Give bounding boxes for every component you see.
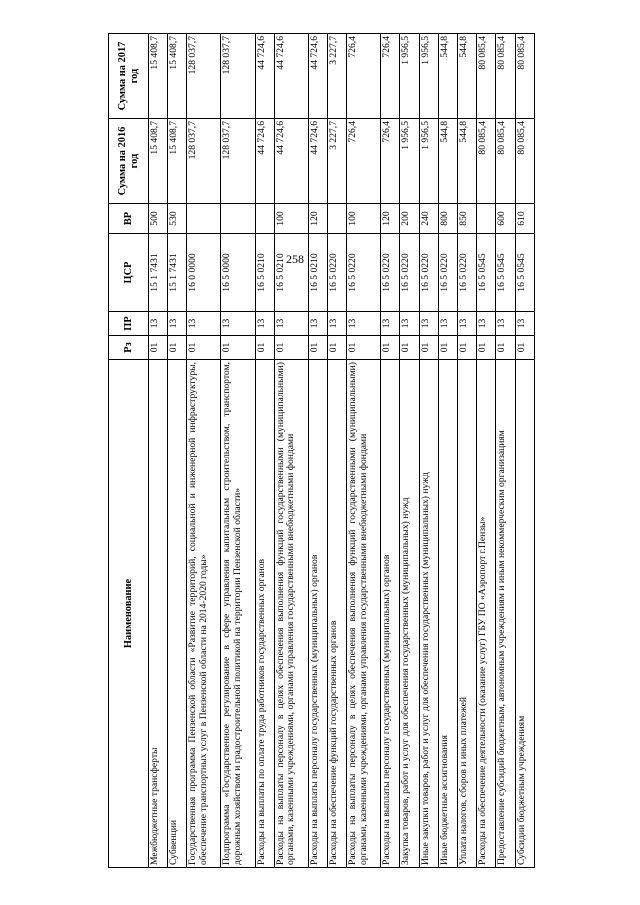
row-rz: 01 [221,336,255,360]
row-vr [221,204,255,234]
row-vr: 200 [400,204,419,234]
column-header-rz: Рз [109,336,149,360]
row-amount-2016: 1 956,5 [419,119,438,204]
table-row [149,34,168,868]
row-name: Субвенции [168,360,187,868]
row-csr: 16 5 0220 [400,234,419,312]
row-csr: 16 5 0220 [458,234,477,312]
row-amount-2017: 726,4 [381,34,400,119]
row-amount-2017: 15 408,7 [168,34,187,119]
column-header-2017: Сумма на 2017 год [109,34,149,119]
row-amount-2016: 15 408,7 [168,119,187,204]
row-vr: 500 [149,204,168,234]
row-rz: 01 [496,336,515,360]
row-amount-2017: 80 085,4 [515,34,534,119]
row-pr: 13 [274,312,308,336]
row-csr: 16 5 0220 [381,234,400,312]
row-vr: 800 [438,204,457,234]
row-amount-2017: 1 956,5 [419,34,438,119]
row-vr [477,204,496,234]
row-vr: 600 [496,204,515,234]
row-amount-2016: 3 227,7 [327,119,346,204]
row-csr: 16 5 0210 [308,234,327,312]
table-row [515,34,534,868]
row-name: Иные закупки товаров, работ и услуг для обеспечения государственных (муниципальных) нужд [419,360,438,868]
row-amount-2017: 544,8 [438,34,457,119]
row-csr: 16 5 0220 [438,234,457,312]
row-rz: 01 [168,336,187,360]
page-number: 258 [286,252,304,266]
row-name: Расходы на выплаты персоналу государственных (муниципальных) органов [308,360,327,868]
column-header-2016: Сумма на 2016 год [109,119,149,204]
row-amount-2016: 726,4 [347,119,381,204]
row-vr: 240 [419,204,438,234]
column-header-vr: ВР [109,204,149,234]
row-amount-2017: 128 037,7 [221,34,255,119]
row-rz: 01 [515,336,534,360]
row-amount-2016: 544,8 [458,119,477,204]
row-vr: 530 [168,204,187,234]
row-rz: 01 [419,336,438,360]
row-amount-2017: 80 085,4 [477,34,496,119]
row-amount-2016: 1 956,5 [400,119,419,204]
row-vr [187,204,221,234]
row-vr [255,204,274,234]
table-row [381,34,400,868]
column-header-csr: ЦСР [109,234,149,312]
table-row [477,34,496,868]
table-row [347,34,381,868]
row-amount-2017: 3 227,7 [327,34,346,119]
row-amount-2016: 44 724,6 [308,119,327,204]
row-csr: 15 1 7431 [168,234,187,312]
row-vr: 610 [515,204,534,234]
row-pr: 13 [347,312,381,336]
row-amount-2016: 44 724,6 [274,119,308,204]
row-rz: 01 [477,336,496,360]
table-row [458,34,477,868]
row-pr: 13 [187,312,221,336]
row-pr: 13 [308,312,327,336]
table-row [274,34,308,868]
row-amount-2016: 544,8 [438,119,457,204]
row-rz: 01 [400,336,419,360]
row-rz: 01 [149,336,168,360]
row-name: Расходы на обеспечение деятельности (оказание услуг) ГБУ ПО «Аэропорт г.Пензы» [477,360,496,868]
row-csr: 16 0 0000 [187,234,221,312]
row-amount-2016: 80 085,4 [477,119,496,204]
row-rz: 01 [255,336,274,360]
row-csr: 16 5 0210 [255,234,274,312]
row-name: Иные бюджетные ассигнования [438,360,457,868]
row-amount-2017: 44 724,6 [274,34,308,119]
table-row [327,34,346,868]
row-vr: 100 [347,204,381,234]
row-csr: 16 5 0000 [221,234,255,312]
row-csr: 16 5 0545 [496,234,515,312]
row-csr: 16 5 0220 [347,234,381,312]
column-header-name: Наименование [109,360,149,868]
row-amount-2017: 128 037,7 [187,34,221,119]
row-name: Закупка товаров, работ и услуг для обеспечения государственных (муниципальных) нужд [400,360,419,868]
row-amount-2017: 44 724,6 [308,34,327,119]
row-amount-2016: 80 085,4 [496,119,515,204]
row-vr: 120 [308,204,327,234]
row-rz: 01 [458,336,477,360]
row-pr: 13 [255,312,274,336]
row-pr: 13 [419,312,438,336]
row-name: Уплата налогов, сборов и иных платежей [458,360,477,868]
row-name: Расходы на выплаты по оплате труда работников государственных органов [255,360,274,868]
row-pr: 13 [458,312,477,336]
row-csr: 16 5 0545 [477,234,496,312]
row-csr: 16 5 0545 [515,234,534,312]
row-csr: 15 1 7431 [149,234,168,312]
table-row [221,34,255,868]
row-vr [327,204,346,234]
row-amount-2016: 726,4 [381,119,400,204]
row-name: Расходы на выплаты персоналу в целях обеспечения выполнения функций государственными (муниципальными) органами, казенными учреждениями, органами управления государственными внебюджетными фондами [347,360,381,868]
row-rz: 01 [274,336,308,360]
row-amount-2017: 544,8 [458,34,477,119]
table-row [308,34,327,868]
table-row [438,34,457,868]
row-amount-2016: 44 724,6 [255,119,274,204]
row-pr: 13 [438,312,457,336]
table-row [419,34,438,868]
row-name: Государственная программа Пензенской области «Развитие территорий, социальной и инженерной инфраструктуры, обеспечение транспортных услуг в Пензенской области на 2014-2020 годы» [187,360,221,868]
row-rz: 01 [187,336,221,360]
row-vr: 120 [381,204,400,234]
row-csr: 16 5 0220 [327,234,346,312]
row-amount-2016: 15 408,7 [149,119,168,204]
row-pr: 13 [400,312,419,336]
row-rz: 01 [327,336,346,360]
row-name: Предоставление субсидий бюджетным, автономным учреждениям и иным некоммерческим организациям [496,360,515,868]
row-vr: 850 [458,204,477,234]
row-amount-2016: 80 085,4 [515,119,534,204]
row-rz: 01 [381,336,400,360]
row-csr: 16 5 0220 [419,234,438,312]
row-name: Расходы на обеспечение функций государственных органов [327,360,346,868]
row-amount-2016: 128 037,7 [221,119,255,204]
table-row [187,34,221,868]
row-name: Межбюджетные трансферты [149,360,168,868]
column-header-pr: ПР [109,312,149,336]
row-name: Подпрограмма «Государственное регулирование в сфере управления капитальным строительством, транспортом, дорожным хозяйством и градостроительной политикой на территории Пензенской области» [221,360,255,868]
table-row [255,34,274,868]
row-pr: 13 [327,312,346,336]
row-rz: 01 [347,336,381,360]
budget-table [108,33,535,868]
row-name: Расходы на выплаты персоналу государственных (муниципальных) органов [381,360,400,868]
row-rz: 01 [308,336,327,360]
table-row [400,34,419,868]
row-amount-2017: 1 956,5 [400,34,419,119]
row-pr: 13 [381,312,400,336]
row-vr: 100 [274,204,308,234]
row-amount-2017: 80 085,4 [496,34,515,119]
row-pr: 13 [515,312,534,336]
row-csr: 16 5 0210 [274,234,308,312]
row-amount-2017: 44 724,6 [255,34,274,119]
table-row [496,34,515,868]
row-amount-2017: 15 408,7 [149,34,168,119]
row-rz: 01 [438,336,457,360]
table-row [168,34,187,868]
row-pr: 13 [496,312,515,336]
table-header-row [109,34,149,868]
row-pr: 13 [221,312,255,336]
row-pr: 13 [168,312,187,336]
row-pr: 13 [149,312,168,336]
row-name: Расходы на выплаты персоналу в целях обеспечения выполнения функций государственными (муниципальными) органами, казенными учреждениями, органами управления государственными внебюджетными фондами [274,360,308,868]
row-amount-2017: 726,4 [347,34,381,119]
row-pr: 13 [477,312,496,336]
row-amount-2016: 128 037,7 [187,119,221,204]
row-name: Субсидии бюджетным учреждениям [515,360,534,868]
